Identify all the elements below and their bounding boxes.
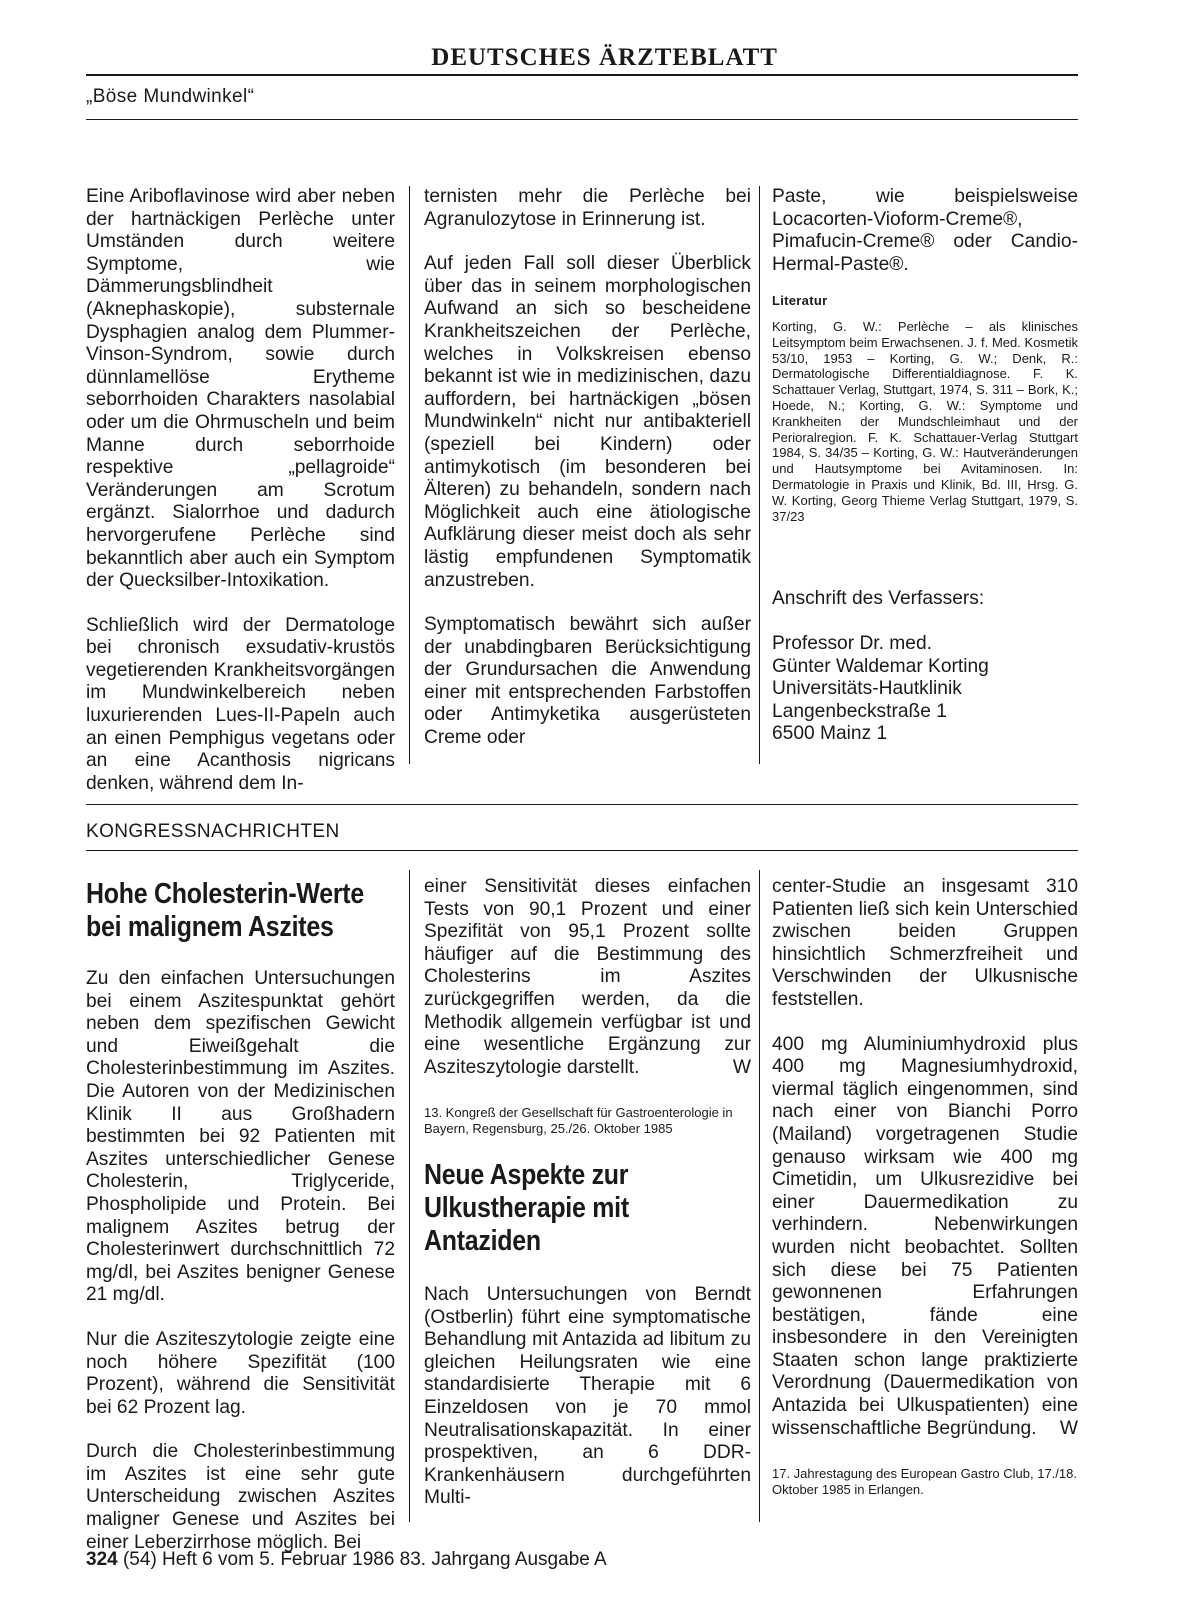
article1-col3 (772, 186, 1078, 746)
article2-paragraph-end: einer Sensitivität dieses einfachen Tests von 90,1 Prozent und einer Spezifität von 95,1 Prozent sollte häufiger auf die Bestimmung des Cholesterins im Aszites zurückgegriffen werden, da die Methodik allgemein verfügbar ist und eine wesentliche Ergänzung zur Asziteszytologie darstellt. (424, 876, 751, 1078)
paragraph: center-Studie an insgesamt 310 Patienten ließ sich kein Unterschied zwischen beiden Gruppen hinsichtlich Schmerzfreiheit und Verschwinden der Ulkusnische feststellen. (772, 876, 1078, 1010)
source-note: 13. Kongreß der Gesellschaft für Gastroenterologie in Bayern, Regensburg, 25./26. Oktober 1985 (424, 1105, 733, 1137)
section-rule (86, 804, 1078, 805)
headline: Neue Aspekte zur Ulkustherapie mit Antaziden (424, 1158, 629, 1257)
article1-col1 (86, 186, 395, 817)
address-line: 6500 Mainz 1 (772, 723, 888, 745)
masthead: DEUTSCHES ÄRZTEBLATT (431, 44, 778, 71)
paragraph: Auf jeden Fall soll dieser Überblick über das in seinem morphologischen Aufwand an sich so bescheidene Krankheitszeichen der Perlèche, welches in Volkskreisen ebenso bekannt ist wie in medizinischen, dazu auffordern, bei hartnäckigen „bösen Mundwinkeln“ nicht nur antibakteriell (speziell bei Kindern) oder antimykotisch (im besonderen bei Älteren) zu behandeln, sondern nach Möglichkeit auch eine ätiologische Aufklärung dieser meist doch als sehr lästig empfundenen Symptomatik anzustreben. (424, 253, 751, 591)
paragraph: Nach Untersuchungen von Berndt (Ostberlin) führt eine symptomatische Behandlung mit Antazida ad libitum zu gleichen Heilungsraten wie eine standardisierte Therapie mit 6 Einzeldosen von je 70 mmol Neutralisationskapazität. In einer prospektiven, an 6 DDR-Krankenhäusern durchgeführten Multi- (424, 1283, 751, 1509)
section-rule (86, 850, 1078, 851)
column-divider (409, 870, 410, 1522)
paragraph: Zu den einfachen Untersuchungen bei einem Aszitespunktat gehört neben dem spezifischen Gewicht und Eiweißgehalt die Cholesterinbestimmung im Aszites. Die Autoren von der Medizinischen Klinik II aus Großhadern bestimmten bei 92 Patienten mit Aszites unterschiedlicher Genese Cholesterin, Triglyceride, Phospholipide und Protein. Bei malignem Aszites betrug der Cholesterinwert durchschnittlich 72 mg/dl, bei Aszites benigner Genese 21 mg/dl. (86, 968, 395, 1306)
page-footer (86, 1549, 607, 1571)
paragraph: Durch die Cholesterinbestimmung im Aszites ist eine sehr gute Unterscheidung zwischen Aszites maligner Genese und Aszites bei einer Leberzirrhose möglich. Bei (86, 1441, 395, 1553)
masthead-rule (86, 74, 1078, 76)
article2-col1 (86, 878, 395, 1576)
address-line: Langenbeckstraße 1 (772, 700, 947, 722)
paragraph: Paste, wie beispielsweise Locacorten-Vioform-Creme®, Pimafucin-Creme® oder Candio-Hermal-Paste®. (772, 186, 1078, 275)
address-line: Professor Dr. med. (772, 632, 932, 654)
paragraph (424, 876, 751, 1079)
address-heading: Anschrift des Verfassers: (772, 588, 985, 610)
column-divider (409, 186, 410, 764)
article3-paragraph-end: 400 mg Aluminiumhydroxid plus 400 mg Magnesiumhydroxid, viermal täglich eingenommen, sind nach einer von Bianchi Porro (Mailand) vorgetragenen Studie genauso wirksam wie 400 mg Cimetidin, um Ulkusrezidive bei einer Dauermedikation zu verhindern. Nebenwirkungen wurden nicht beobachtet. Sollten sich diese bei 75 Patienten gewonnenen Erfahrungen bestätigen, fände eine insbesondere in den Vereinigten Staaten schon lange praktizierte Verordnung (Dauermedikation von Antazida bei Ulkuspatienten) eine wissenschaftliche Begründung. (772, 1033, 1078, 1439)
literature-heading: Literatur (772, 293, 828, 309)
paragraph (772, 1034, 1078, 1441)
running-title: „Böse Mundwinkel“ (86, 86, 255, 107)
paragraph: Eine Ariboflavinose wird aber neben der hartnäckigen Perlèche unter Umständen durch weitere Symptome, wie Dämmerungsblindheit (Aknephaskopie), substernale Dysphagien analog dem Plummer-Vinson-Syndrom, sowie durch dünnlamellöse Erytheme seborrhoiden Charakters nasolabial oder um die Ohrmuscheln und beim Manne durch seborrhoide respektive „pellagroide“ Veränderungen am Scrotum ergänzt. Sialorrhoe und dadurch hervorgerufene Perlèche sind bekanntlich aber auch ein Symptom der Quecksilber-Intoxikation. (86, 186, 395, 592)
address-line: Günter Waldemar Korting (772, 655, 989, 677)
column-divider (759, 870, 760, 1522)
issue-info: (54) Heft 6 vom 5. Februar 1986 83. Jahrgang Ausgabe A (122, 1549, 607, 1570)
header-rule (86, 119, 1078, 120)
article1-col2 (424, 186, 751, 772)
headline: Hohe Cholesterin-Werte bei malignem Aszites (86, 878, 364, 943)
author-signature: W (1059, 1417, 1078, 1439)
paragraph: Symptomatisch bewährt sich außer der unabdingbaren Berücksichtigung der Grundursachen die Anwendung einer mit entsprechenden Farbstoffen oder Antimyketika ausgerüsteten Creme oder (424, 614, 751, 749)
address-line: Universitäts-Hautklinik (772, 678, 962, 700)
source-note: 17. Jahrestagung des European Gastro Club, 17./18. Oktober 1985 in Erlangen. (772, 1466, 1077, 1498)
literature-list: Korting, G. W.: Perlèche – als klinisches Leitsymptom beim Erwachsenen. J. f. Med. Kosmetik 53/10, 1953 – Korting, G. W.; Denk, R.: Dermatologische Differentialdiagnose. F. K. Schattauer Verlag, Stuttgart, 1974, S. 311 – Bork, K.; Hoede, N.; Korting, G. W.: Symptome und Krankheiten der Mundschleimhaut und der Perioralregion. F. K. Schattauer-Verlag Stuttgart 1984, S. 34/35 – Korting, G. W.: Hautveränderungen und Hautsymptome bei Avitaminosen. In: Dermatologie in Praxis und Klinik, Bd. III, Hrsg. G. W. Korting, Georg Thieme Verlag Stuttgart, 1979, S. 37/23 (772, 318, 1078, 524)
paragraph: ternisten mehr die Perlèche bei Agranulozytose in Erinnerung ist. (424, 186, 751, 230)
column-divider (759, 186, 760, 764)
article3-col3 (772, 876, 1078, 1520)
article2-col2 (424, 876, 751, 1532)
page-number: 324 (86, 1549, 118, 1570)
author-signature: W (732, 1056, 751, 1078)
paragraph: Schließlich wird der Dermatologe bei chronisch exsudativ-krustös vegetierenden Krankheitsvorgängen im Mundwinkelbereich neben luxurierenden Lues-II-Papeln auch an einen Pemphigus vegetans oder an eine Acanthosis nigricans denken, während dem In- (86, 614, 395, 794)
section-label: KONGRESSNACHRICHTEN (86, 821, 340, 842)
paragraph: Nur die Asziteszytologie zeigte eine noch höhere Spezifität (100 Prozent), während die Sensitivität bei 62 Prozent lag. (86, 1328, 395, 1418)
